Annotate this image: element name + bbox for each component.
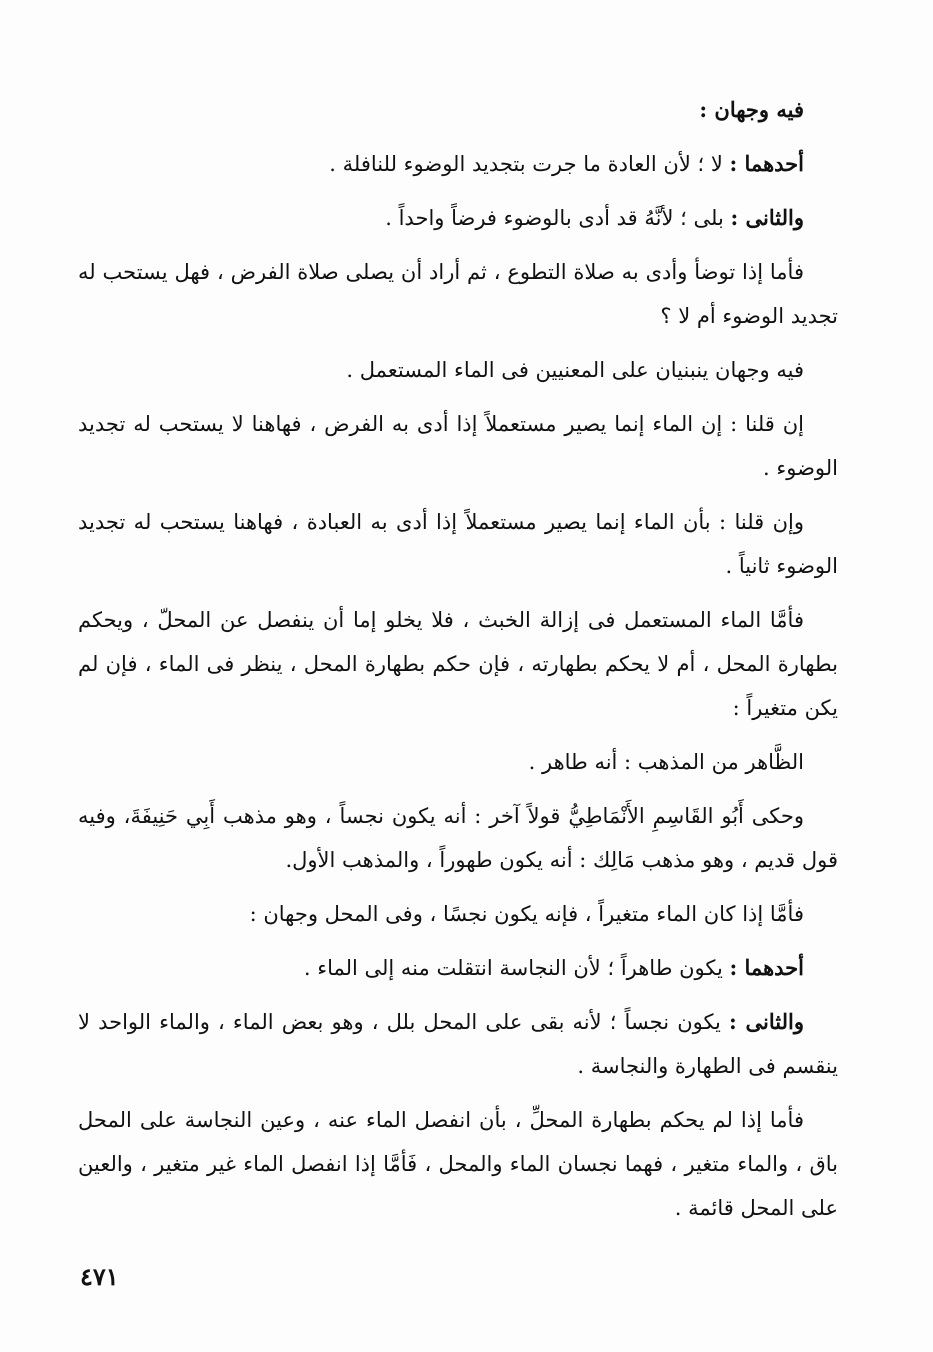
paragraph-text: فأمَّا الماء المستعمل فى إزالة الخبث ، فلا يخلو إما أن ينفصل عن المحلّ ، ويحكم بطهارة المحل ، أم لا يحكم بطهارته ، فإن حكم بطهارة المحل ، ينظر فى الماء ، فإن لم يكن متغيراً : <box>78 608 838 720</box>
paragraph <box>78 1000 838 1088</box>
body-text <box>78 88 838 1240</box>
paragraph <box>78 348 838 392</box>
paragraph-lead: أحدهما : <box>729 955 804 980</box>
paragraph-text: يكون طاهراً ؛ لأن النجاسة انتقلت منه إلى الماء . <box>303 956 730 980</box>
paragraph-text: فأمَّا إذا كان الماء متغيراً ، فإنه يكون نجسًا ، وفى المحل وجهان : <box>249 902 804 926</box>
paragraph <box>78 1098 838 1230</box>
paragraph-text: وحكى أَبُو القَاسِمِ الأَنْمَاطِيُّ قولاً آخر : أنه يكون نجساً ، وهو مذهب أَبِي حَنِيفَةَ، وفيه قول قديم ، وهو مذهب مَالِك : أنه يكون طهوراً ، والمذهب الأول. <box>78 804 838 872</box>
paragraph <box>78 250 838 338</box>
paragraph-text: يكون نجساً ؛ لأنه بقى على المحل بلل ، وهو بعض الماء ، والماء الواحد لا ينقسم فى الطهارة والنجاسة . <box>78 1010 838 1078</box>
paragraph-text: فأما إذا لم يحكم بطهارة المحلِّ ، بأن انفصل الماء عنه ، وعين النجاسة على المحل باق ، والماء متغير ، فهما نجسان الماء والمحل ، فَأمَّا إذا انفصل الماء غير متغير ، والعين على المحل قائمة . <box>78 1108 838 1220</box>
paragraph-text: الظَّاهر من المذهب : أنه طاهر . <box>528 750 804 774</box>
paragraph <box>78 142 838 186</box>
paragraph-text: إن قلنا : إن الماء إنما يصير مستعملاً إذا أدى به الفرض ، فهاهنا لا يستحب له تجديد الوضوء . <box>78 412 838 480</box>
paragraph <box>78 946 838 990</box>
paragraph-lead: فيه وجهان : <box>699 97 804 122</box>
paragraph-text: فيه وجهان ينبنيان على المعنيين فى الماء المستعمل . <box>346 358 804 382</box>
paragraph-lead: والثانى : <box>730 205 804 230</box>
paragraph-text: بلى ؛ لأنَّهُ قد أدى بالوضوء فرضاً واحداً . <box>385 206 731 230</box>
paragraph <box>78 196 838 240</box>
paragraph <box>78 88 838 132</box>
paragraph <box>78 402 838 490</box>
paragraph <box>78 500 838 588</box>
paragraph-lead: والثانى : <box>729 1009 804 1034</box>
paragraph-lead: أحدهما : <box>729 151 804 176</box>
paragraph <box>78 598 838 730</box>
paragraph-text: فأما إذا توضأ وأدى به صلاة التطوع ، ثم أراد أن يصلى صلاة الفرض ، فهل يستحب له تجديد الوضوء أم لا ؟ <box>78 260 838 328</box>
paragraph-text: لا ؛ لأن العادة ما جرت بتجديد الوضوء للنافلة . <box>329 152 730 176</box>
paragraph-text: وإن قلنا : بأن الماء إنما يصير مستعملاً إذا أدى به العبادة ، فهاهنا يستحب له تجديد الوضوء ثانياً . <box>78 510 838 578</box>
paragraph <box>78 740 838 784</box>
page-number: ٤٧١ <box>80 1262 119 1291</box>
paragraph <box>78 794 838 882</box>
paragraph <box>78 892 838 936</box>
